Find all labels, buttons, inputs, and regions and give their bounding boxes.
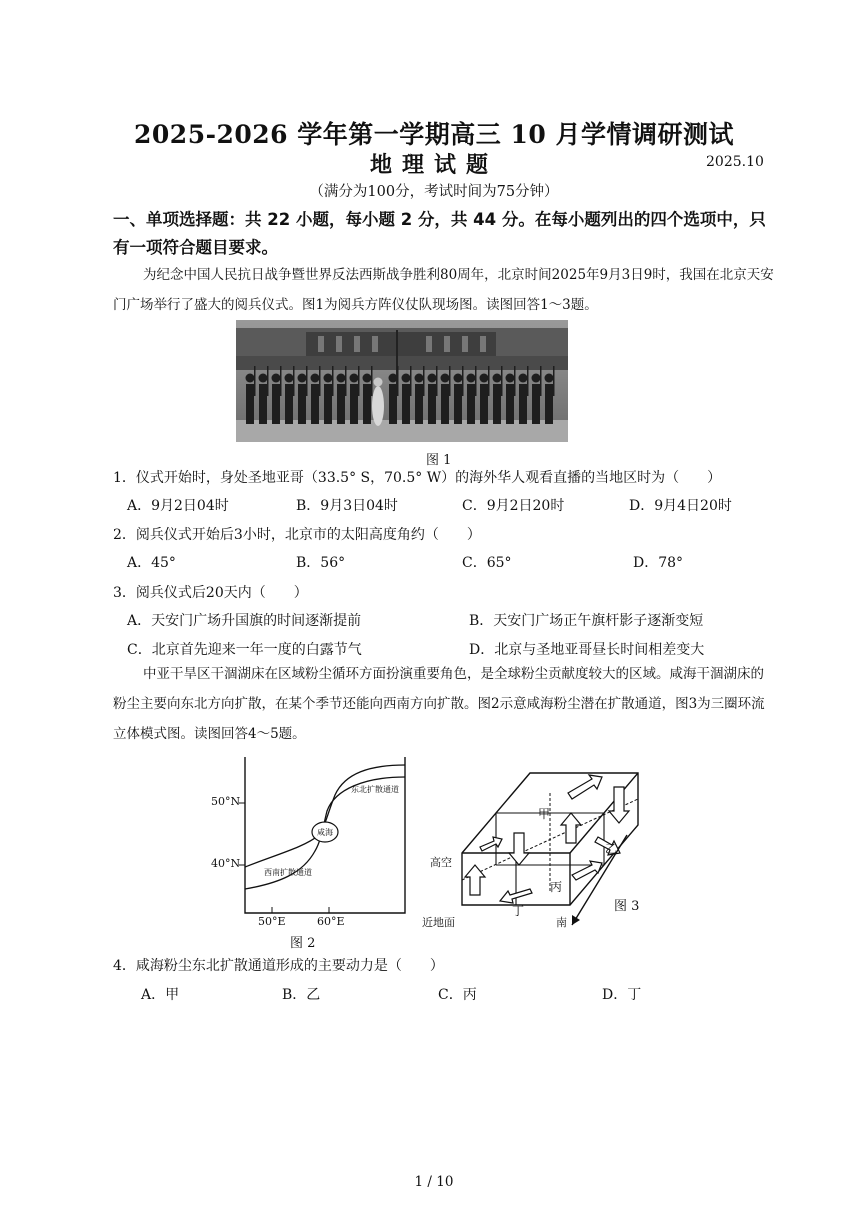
guard-figure <box>324 384 332 424</box>
guard-figure <box>545 384 553 424</box>
guard-figure <box>402 384 410 424</box>
arrow-bing <box>572 861 602 880</box>
parade-photo <box>236 320 568 442</box>
guard-head <box>324 374 333 383</box>
section-heading: 一、单项选择题：共 22 小题，每小题 2 分，共 44 分。在每小题列出的四个选项中，只有一项符合题目要求。 <box>113 210 766 257</box>
guard-rifle <box>514 366 516 396</box>
guard-rifle <box>475 366 477 396</box>
lon-label-60e: 60°E <box>317 915 345 928</box>
guard-head <box>389 374 398 383</box>
guard-rifle <box>345 366 347 396</box>
arrow-down-mid <box>509 833 529 865</box>
figure3-caption: 图 3 <box>614 899 640 914</box>
guard-figure <box>493 384 501 424</box>
guard-rifle <box>410 366 412 396</box>
question-3-stem: 3．阅兵仪式后20天内（ ） <box>113 585 308 601</box>
guard-head <box>350 374 359 383</box>
q4-option-d: D．丁 <box>602 987 642 1003</box>
q4-option-a: A．甲 <box>141 987 180 1003</box>
guard-figure <box>415 384 423 424</box>
guard-rifle <box>527 366 529 396</box>
question-4-stem: 4．咸海粉尘东北扩散通道形成的主要动力是（ ） <box>113 958 444 974</box>
label-surface: 近地面 <box>422 916 455 929</box>
guard-head <box>311 374 320 383</box>
guard-rifle <box>358 366 360 396</box>
label-ding: 丁 <box>512 904 525 918</box>
q3-option-c: C．北京首先迎来一年一度的白露节气 <box>127 642 362 658</box>
question-1-stem: 1．仪式开始时，身处圣地亚哥（33.5° S，70.5° W）的海外华人观看直播的当地区时为（ ） <box>113 470 722 486</box>
guard-head <box>428 374 437 383</box>
guard-head <box>441 374 450 383</box>
guard-figure <box>519 384 527 424</box>
label-south: 南 <box>556 916 567 929</box>
guard-head <box>272 374 281 383</box>
q2-option-a: A．45° <box>127 555 176 571</box>
passage-1: 为纪念中国人民抗日战争暨世界反法西斯战争胜利80周年，北京时间2025年9月3日9时，我国在北京天安门广场举行了盛大的阅兵仪式。图1为阅兵方阵仪仗队现场图。读图回答1～3题。 <box>113 267 774 313</box>
guard-head <box>506 374 515 383</box>
lat-label-50n: 50°N <box>211 795 241 808</box>
guard-rifle <box>436 366 438 396</box>
page-number: 1 / 10 <box>414 1174 454 1190</box>
label-bing: 丙 <box>550 880 563 894</box>
guard-figure <box>532 384 540 424</box>
guard-head <box>298 374 307 383</box>
guard-rifle <box>462 366 464 396</box>
guard-figure <box>363 384 371 424</box>
guard-rifle <box>280 366 282 396</box>
q3-option-d: D．北京与圣地亚哥昼长时间相差变大 <box>469 642 705 658</box>
guard-head <box>545 374 554 383</box>
guard-head <box>467 374 476 383</box>
q2-option-b: B．56° <box>296 555 346 571</box>
q4-option-b: B．乙 <box>282 987 321 1003</box>
arrow-top <box>568 775 602 799</box>
guard-head <box>337 374 346 383</box>
q1-option-d: D．9月4日20时 <box>629 498 732 514</box>
guard-figure <box>480 384 488 424</box>
guard-figure <box>454 384 462 424</box>
label-high-altitude: 高空 <box>430 856 452 869</box>
guard-head <box>532 374 541 383</box>
guard-figure <box>389 384 397 424</box>
question-2-stem: 2．阅兵仪式开始后3小时，北京市的太阳高度角约（ ） <box>113 527 481 543</box>
arrow-up-mid <box>561 813 581 843</box>
guard-figure <box>337 384 345 424</box>
guard-figure <box>285 384 293 424</box>
sw-channel-label: 西南扩散通道 <box>264 868 312 877</box>
label-yi: 乙 <box>605 842 618 856</box>
south-arrowhead <box>572 915 580 925</box>
northeast-channel-line <box>245 765 405 867</box>
guard-figure <box>298 384 306 424</box>
guard-head <box>285 374 294 383</box>
guard-rifle <box>397 366 399 396</box>
arrow-up-left <box>465 865 485 895</box>
guard-figure <box>467 384 475 424</box>
guard-figure <box>350 384 358 424</box>
guard-head <box>519 374 528 383</box>
lat-label-40n: 40°N <box>211 857 241 870</box>
guard-figure <box>428 384 436 424</box>
guard-figure <box>259 384 267 424</box>
guard-head <box>493 374 502 383</box>
guard-rifle <box>267 366 269 396</box>
guard-rifle <box>488 366 490 396</box>
figure2-caption: 图 2 <box>290 936 316 951</box>
arrow-left-small <box>480 837 502 851</box>
q4-option-c: C．丙 <box>438 987 477 1003</box>
guard-figure <box>246 384 254 424</box>
guard-rifle <box>501 366 503 396</box>
q3-option-b: B．天安门广场正午旗杆影子逐渐变短 <box>469 613 704 629</box>
guard-rifle <box>540 366 542 396</box>
guard-head <box>246 374 255 383</box>
guard-rifle <box>306 366 308 396</box>
guard-head <box>454 374 463 383</box>
guard-rifle <box>423 366 425 396</box>
parade-photo-graphic <box>236 320 568 442</box>
passage-2: 中亚干旱区干涸湖床在区域粉尘循环方面扮演重要角色，是全球粉尘贡献度较大的区域。咸海干涸湖床的粉尘主要向东北方向扩散，在某个季节还能向西南方向扩散。图2示意咸海粉尘潜在扩散通道，图3为三圈环流立体模式图。读图回答4～5题。 <box>113 666 765 742</box>
score-note: （满分为100分，考试时间为75分钟） <box>309 184 559 200</box>
guard-head <box>363 374 372 383</box>
guard-rifle <box>371 366 373 396</box>
figure1-caption: 图 1 <box>426 453 452 468</box>
q1-option-a: A．9月2日04时 <box>127 498 229 514</box>
guard-rifle <box>553 366 555 396</box>
q2-option-d: D．78° <box>633 555 684 571</box>
guard-rifle <box>332 366 334 396</box>
guard-head <box>415 374 424 383</box>
guard-head <box>480 374 489 383</box>
q3-option-a: A．天安门广场升国旗的时间逐渐提前 <box>127 613 362 629</box>
guard-head <box>402 374 411 383</box>
guard-figure <box>311 384 319 424</box>
guard-figure <box>441 384 449 424</box>
guard-rifle <box>449 366 451 396</box>
guard-figure <box>506 384 514 424</box>
q1-option-b: B．9月3日04时 <box>296 498 398 514</box>
q2-option-c: C．65° <box>462 555 512 571</box>
guard-rifle <box>293 366 295 396</box>
subject-title: 地理试题 <box>369 152 498 178</box>
guard-rifle <box>254 366 256 396</box>
q1-option-c: C．9月2日20时 <box>462 498 565 514</box>
exam-title: 2025-2026 学年第一学期高三 10 月学情调研测试 <box>134 120 734 149</box>
ne-channel-label: 东北扩散通道 <box>351 785 399 794</box>
guard-rifle <box>319 366 321 396</box>
aral-sea-label: 咸海 <box>317 828 333 837</box>
guard-figure <box>272 384 280 424</box>
exam-date: 2025.10 <box>706 154 764 170</box>
lon-label-50e: 50°E <box>258 915 286 928</box>
guard-head <box>259 374 268 383</box>
label-jia: 甲 <box>538 807 551 821</box>
